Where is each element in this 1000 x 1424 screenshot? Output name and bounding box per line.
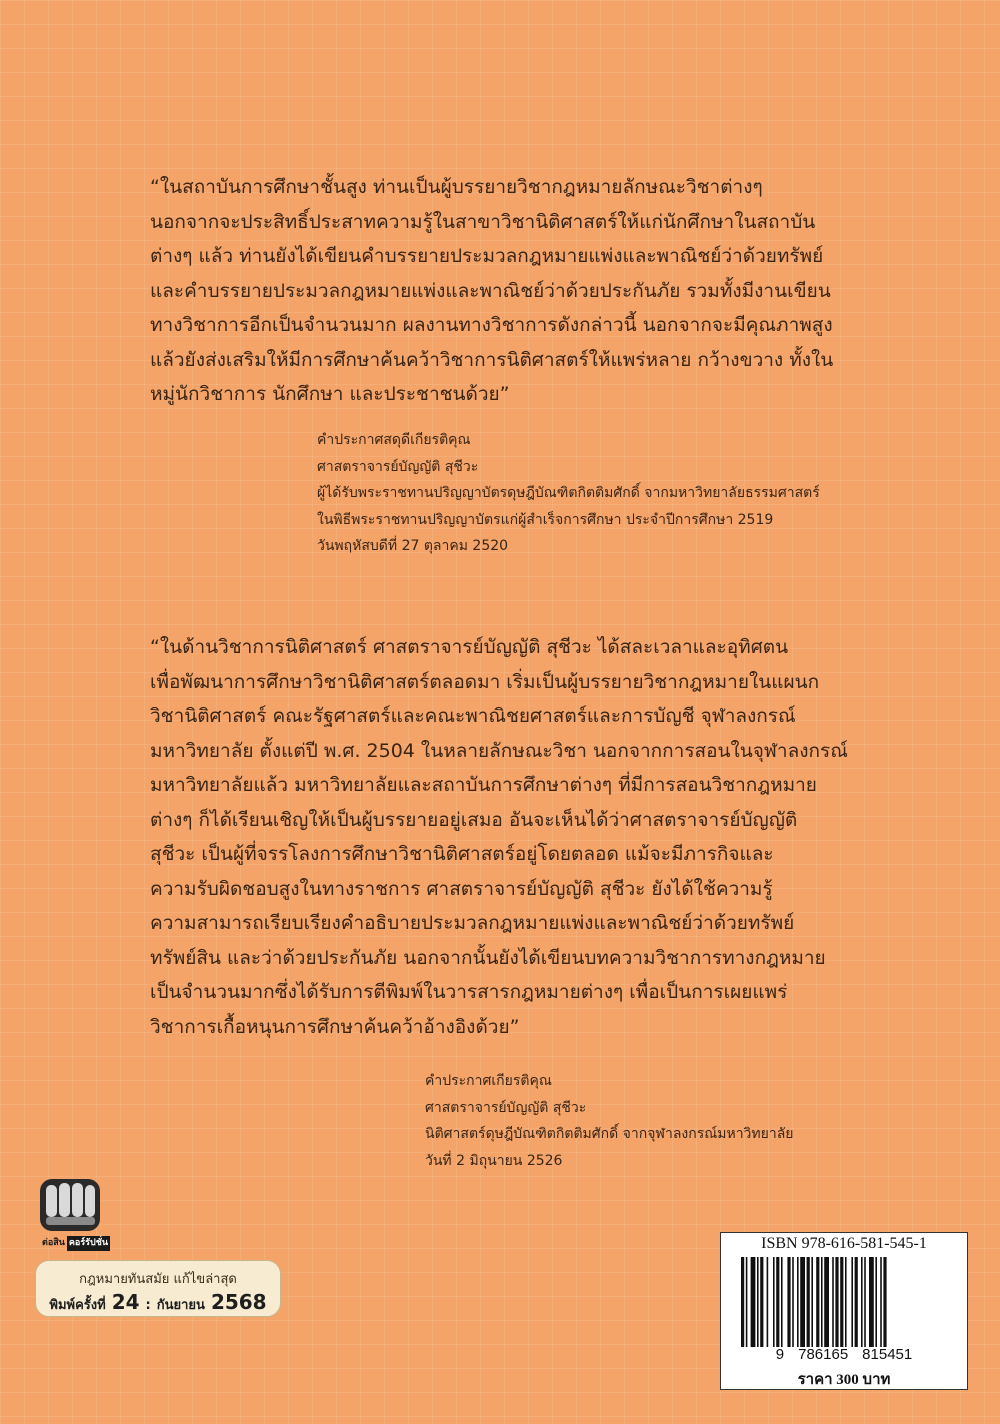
edition-badge bbox=[35, 1260, 281, 1317]
quote-line: วิชานิติศาสตร์ คณะรัฐศาสตร์และคณะพาณิชยศาสตร์และการบัญชี จุฬาลงกรณ์ bbox=[150, 705, 796, 727]
attribution-line: ในพิธีพระราชทานปริญญาบัตรแก่ผู้สำเร็จการศึกษา ประจำปีการศึกษา 2519 bbox=[317, 511, 774, 528]
quote-line: และคำบรรยายประมวลกฎหมายแพ่งและพาณิชย์ว่าด้วยประกันภัย รวมทั้งมีงานเขียน bbox=[150, 279, 831, 302]
quote-line: วิชาการเกื้อหนุนการศึกษาค้นคว้าอ้างอิงด้วย” bbox=[150, 1015, 520, 1038]
barcode-digits-right: 815451 bbox=[862, 1346, 913, 1363]
attribution-line: ศาสตราจารย์บัญญัติ สุชีวะ bbox=[317, 458, 479, 475]
edition-separator: : bbox=[145, 1298, 151, 1313]
attribution-line: ศาสตราจารย์บัญญัติ สุชีวะ bbox=[425, 1099, 587, 1116]
barcode-icon bbox=[739, 1257, 949, 1351]
attribution-line: คำประกาศเกียรติคุณ bbox=[425, 1073, 552, 1089]
attribution-line: ผู้ได้รับพระราชทานปริญญาบัตรดุษฎีบัณฑิตกิตติมศักดิ์ จากมหาวิทยาลัยธรรมศาสตร์ bbox=[317, 485, 820, 501]
quote-line: แล้วยังส่งเสริมให้มีการศึกษาค้นคว้าวิชาการนิติศาสตร์ให้แพร่หลาย กว้างขวาง ทั้งใน bbox=[150, 348, 834, 371]
quote-line: สุชีวะ เป็นผู้ที่จรรโลงการศึกษาวิชานิติศาสตร์อยู่โดยตลอด แม้จะมีภารกิจและ bbox=[150, 843, 774, 865]
attribution-line: วันที่ 2 มิถุนายน 2526 bbox=[425, 1152, 563, 1169]
publisher-logo bbox=[30, 1175, 110, 1253]
edition-number: 24 bbox=[111, 1290, 140, 1314]
quote-line: นอกจากจะประสิทธิ์ประสาทความรู้ในสาขาวิชานิติศาสตร์ให้แก่นักศึกษาในสถาบัน bbox=[150, 210, 816, 233]
quote-line: เพื่อพัฒนาการศึกษาวิชานิติศาสตร์ตลอดมา เริ่มเป็นผู้บรรยายวิชากฎหมายในแผนก bbox=[150, 670, 820, 693]
quote-line: ต่างๆ แล้ว ท่านยังได้เขียนคำบรรยายประมวลกฎหมายแพ่งและพาณิชย์ว่าด้วยทรัพย์ bbox=[150, 245, 824, 267]
quote-line: มหาวิทยาลัยแล้ว มหาวิทยาลัยและสถาบันการศึกษาต่างๆ ที่มีการสอนวิชากฎหมาย bbox=[150, 774, 817, 796]
quote-line: “ในสถาบันการศึกษาชั้นสูง ท่านเป็นผู้บรรยายวิชากฎหมายลักษณะวิชาต่างๆ bbox=[150, 176, 763, 198]
quote-line: ต่างๆ ก็ได้เรียนเชิญให้เป็นผู้บรรยายอยู่เสมอ อันจะเห็นได้ว่าศาสตราจารย์บัญญัติ bbox=[150, 808, 798, 831]
edition-year: 2568 bbox=[210, 1290, 267, 1314]
quote-line: ทางวิชาการอีกเป็นจำนวนมาก ผลงานทางวิชาการดังกล่าวนี้ นอกจากจะมีคุณภาพสูง bbox=[150, 314, 833, 336]
quote-line: ความสามารถเรียบเรียงคำอธิบายประมวลกฎหมายแพ่งและพาณิชย์ว่าด้วยทรัพย์ bbox=[150, 912, 795, 934]
price-label: ราคา 300 บาท bbox=[797, 1372, 891, 1388]
edition-prefix: พิมพ์ครั้งที่ bbox=[49, 1298, 106, 1313]
barcode-digit-first: 9 bbox=[775, 1346, 785, 1363]
fist-icon bbox=[38, 1175, 102, 1233]
quote-line: ทรัพย์สิน และว่าด้วยประกันภัย นอกจากนั้นยังได้เขียนบทความวิชาการทางกฎหมาย bbox=[150, 946, 826, 969]
publisher-name bbox=[42, 1236, 110, 1251]
quote-line: ความรับผิดชอบสูงในทางราชการ ศาสตราจารย์บัญญัติ สุชีวะ ยังได้ใช้ความรู้ bbox=[150, 877, 773, 900]
publisher-name-part1: ต่อสิน bbox=[42, 1238, 65, 1248]
edition-title: กฎหมายทันสมัย แก้ไขล่าสุด bbox=[79, 1272, 237, 1287]
isbn-label: ISBN 978-616-581-545-1 bbox=[761, 1235, 927, 1252]
attribution-line: คำประกาศสดุดีเกียรติคุณ bbox=[317, 432, 471, 448]
edition-line bbox=[36, 1290, 280, 1315]
quote-paragraph-1 bbox=[150, 170, 865, 412]
quote-line: เป็นจำนวนมากซึ่งได้รับการตีพิมพ์ในวารสารกฎหมายต่างๆ เพื่อเป็นการเผยแพร่ bbox=[150, 981, 788, 1003]
quote-paragraph-2 bbox=[150, 630, 865, 1044]
edition-month: กันยายน bbox=[156, 1298, 205, 1313]
quote-line: “ในด้านวิชาการนิติศาสตร์ ศาสตราจารย์บัญญัติ สุชีวะ ได้สละเวลาและอุทิศตน bbox=[150, 636, 789, 658]
attribution-1 bbox=[317, 427, 850, 560]
barcode-digits bbox=[721, 1346, 967, 1363]
publisher-name-part2: คอร์รัปชั่น bbox=[67, 1236, 110, 1251]
barcode-panel bbox=[720, 1232, 968, 1390]
attribution-2 bbox=[425, 1068, 850, 1174]
quote-line: มหาวิทยาลัย ตั้งแต่ปี พ.ศ. 2504 ในหลายลักษณะวิชา นอกจากการสอนในจุฬาลงกรณ์ bbox=[150, 739, 848, 762]
attribution-line: นิติศาสตร์ดุษฎีบัณฑิตกิตติมศักดิ์ จากจุฬาลงกรณ์มหาวิทยาลัย bbox=[425, 1126, 794, 1142]
attribution-line: วันพฤหัสบดีที่ 27 ตุลาคม 2520 bbox=[317, 538, 509, 554]
quote-line: หมู่นักวิชาการ นักศึกษา และประชาชนด้วย” bbox=[150, 383, 510, 405]
barcode-digits-left: 786165 bbox=[798, 1346, 849, 1363]
